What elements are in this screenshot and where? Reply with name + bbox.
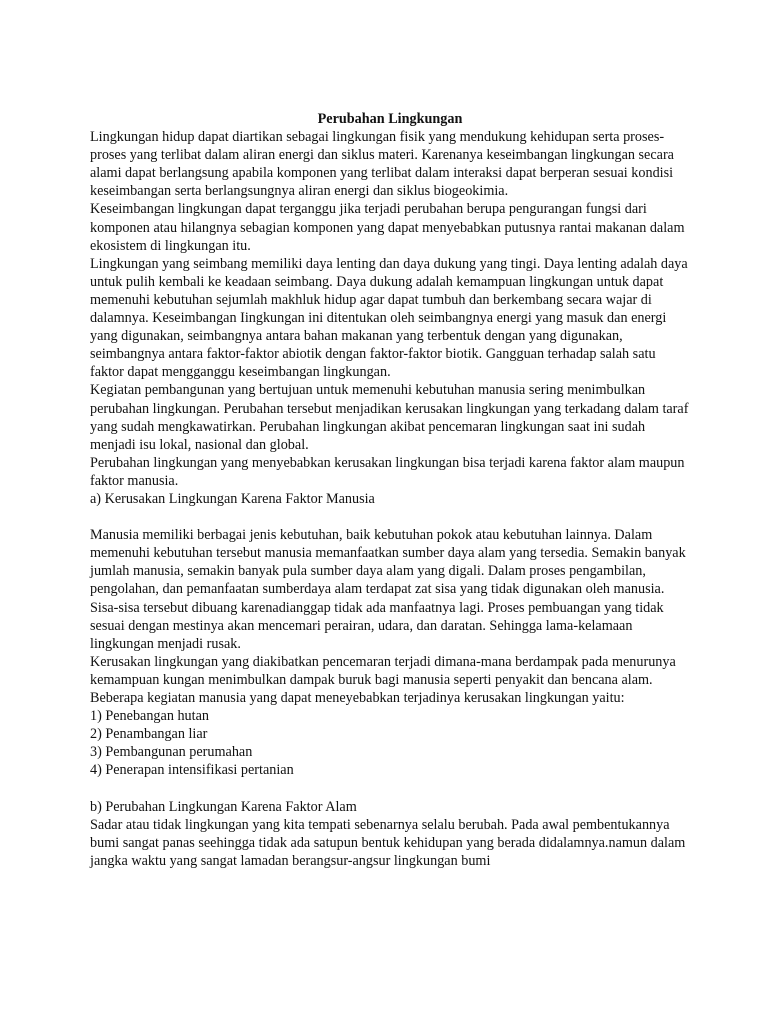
section-a-paragraph-2: Kerusakan lingkungan yang diakibatkan pencemaran terjadi dimana-mana berdampak pada menurunya kemampuan kungan menimbulkan dampak buruk bagi manusia seperti penyakit dan bencana alam. Beberapa kegiatan manusia yang dapat meneyebabkan terjadinya kerusakan lingkungan yaitu: bbox=[90, 653, 676, 706]
section-b-paragraph-1: Sadar atau tidak lingkungan yang kita tempati sebenarnya selalu berubah. Pada awal pembentukannya bumi sangat panas seehingga tidak ada satupun bentuk kehidupan yang berada didalamnya.namun dalam jangka waktu yang sangat lamadan berangsur-angsur lingkungan bumi bbox=[90, 816, 686, 869]
activity-list bbox=[90, 707, 690, 779]
list-item: 4) Penerapan intensifikasi pertanian bbox=[90, 762, 294, 779]
document-page bbox=[90, 110, 690, 870]
list-item: 2) Penambangan liar bbox=[90, 726, 208, 743]
blank-line bbox=[90, 508, 690, 526]
blank-line bbox=[90, 779, 690, 797]
paragraph-1: Lingkungan hidup dapat diartikan sebagai lingkungan fisik yang mendukung kehidupan serta proses-proses yang terlibat dalam aliran energi dan siklus materi. Karenanya keseimbangan lingkungan secara alami dapat berlangsung apabila komponen yang terlibat dalam interaksi dapat berperan sesuai kondisi keseimbangan serta berlangsungnya aliran energi dan siklus biogeokimia. bbox=[90, 129, 674, 200]
section-a-heading: a) Kerusakan Lingkungan Karena Faktor Manusia bbox=[90, 490, 375, 507]
paragraph-5: Perubahan lingkungan yang menyebabkan kerusakan lingkungan bisa terjadi karena faktor alam maupun faktor manusia. bbox=[90, 454, 685, 489]
section-b-heading: b) Perubahan Lingkungan Karena Faktor Alam bbox=[90, 798, 357, 815]
paragraph-4: Kegiatan pembangunan yang bertujuan untuk memenuhi kebutuhan manusia sering menimbulkan perubahan lingkungan. Perubahan tersebut menjadikan kerusakan lingkungan yang terkadang dalam taraf yang sudah mengkawatirkan. Perubahan lingkungan akibat pencemaran lingkungan saat ini sudah menjadi isu lokal, nasional dan global. bbox=[90, 382, 689, 453]
document-title: Perubahan Lingkungan bbox=[317, 111, 463, 127]
list-item: 1) Penebangan hutan bbox=[90, 708, 209, 725]
paragraph-2: Keseimbangan lingkungan dapat terganggu jika terjadi perubahan berupa pengurangan fungsi dari komponen atau hilangnya sebagian komponen yang dapat menyebabkan putusnya rantai makanan dalam ekosistem di lingkungan itu. bbox=[90, 201, 685, 254]
paragraph-3: Lingkungan yang seimbang memiliki daya lenting dan daya dukung yang tingi. Daya lenting adalah daya untuk pulih kembali ke keadaan seimbang. Daya dukung adalah kemampuan lingkungan untuk dapat memenuhi kebutuhan sejumlah makhluk hidup agar dapat tumbuh dan berkembang secara wajar di dalamnya. Keseimbangan Iingkungan ini ditentukan oleh seimbangnya energi yang masuk dan energi yang digunakan, seimbangnya antara bahan makanan yang terbentuk dengan yang digunakan, seimbangnya antara faktor-faktor abiotik dengan faktor-faktor biotik. Gangguan terhadap salah satu faktor dapat mengganggu keseimbangan lingkungan. bbox=[90, 255, 688, 381]
section-a-paragraph-1: Manusia memiliki berbagai jenis kebutuhan, baik kebutuhan pokok atau kebutuhan lainnya. Dalam memenuhi kebutuhan tersebut manusia memanfaatkan sumber daya alam yang tersedia. Semakin banyak jumlah manusia, semakin banyak pula sumber daya alam yang digali. Dalam proses pengambilan, pengolahan, dan pemanfaatan sumberdaya alam terdapat zat sisa yang tidak digunakan oleh manusia. Sisa-sisa tersebut dibuang karenadianggap tidak ada manfaatnya lagi. Proses pembuangan yang tidak sesuai dengan mestinya akan mencemari perairan, udara, dan daratan. Sehingga lama-kelamaan lingkungan menjadi rusak. bbox=[90, 527, 686, 652]
list-item: 3) Pembangunan perumahan bbox=[90, 744, 253, 761]
